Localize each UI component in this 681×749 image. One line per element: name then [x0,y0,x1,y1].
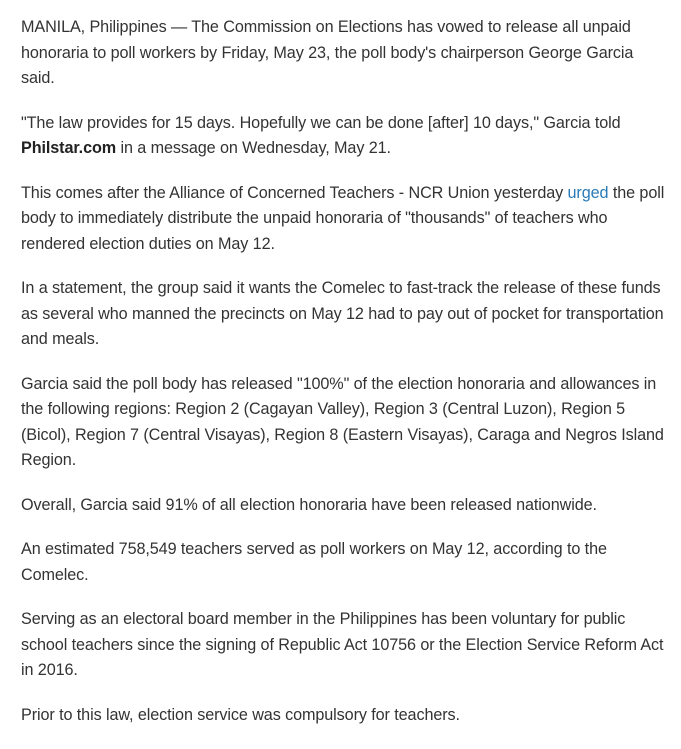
paragraph-prior-law: Prior to this law, election service was compulsory for teachers. [21,705,460,724]
quote-text: "The law provides for 15 days. Hopefully we can be done [after] 10 days," Garcia told [21,113,621,132]
paragraph-statement: In a statement, the group said it wants the Comelec to fast-track the release of these funds as several who manned the precincts on May 12 had to pay out of pocket for transportation and meals. [21,279,664,348]
paragraph-regions: Garcia said the poll body has released "100%" of the election honoraria and allowances in the following regions: Region 2 (Cagayan Valley), Region 3 (Central Luzon), Region 5 (Bicol), Region 7 (Central Visayas), Region 8 (Eastern Visayas), Caraga and Negros Island Region. [21,374,664,469]
paragraph-quote [21,111,671,162]
paragraph-republic-act: Serving as an electoral board member in the Philippines has been voluntary for public school teachers since the signing of Republic Act 10756 or the Election Service Reform Act in 2016. [21,610,664,679]
paragraph-act-union [21,181,671,258]
source-name: Philstar.com [21,139,117,157]
urged-link[interactable]: urged [567,183,609,202]
act-text-end: the poll body to immediately distribute the unpaid honoraria of "thousands" of teachers who rendered election duties on May 12. [21,183,665,253]
paragraph-teachers-count: An estimated 758,549 teachers served as poll workers on May 12, according to the Comelec. [21,540,607,584]
quote-text-end: in a message on Wednesday, May 21. [116,139,391,157]
paragraph-overall: Overall, Garcia said 91% of all election honoraria have been released nationwide. [21,495,597,514]
act-text: This comes after the Alliance of Concerned Teachers - NCR Union yesterday [21,183,568,202]
paragraph-intro: MANILA, Philippines — The Commission on Elections has vowed to release all unpaid honoraria to poll workers by Friday, May 23, the poll body's chairperson George Garcia said. [21,18,634,87]
